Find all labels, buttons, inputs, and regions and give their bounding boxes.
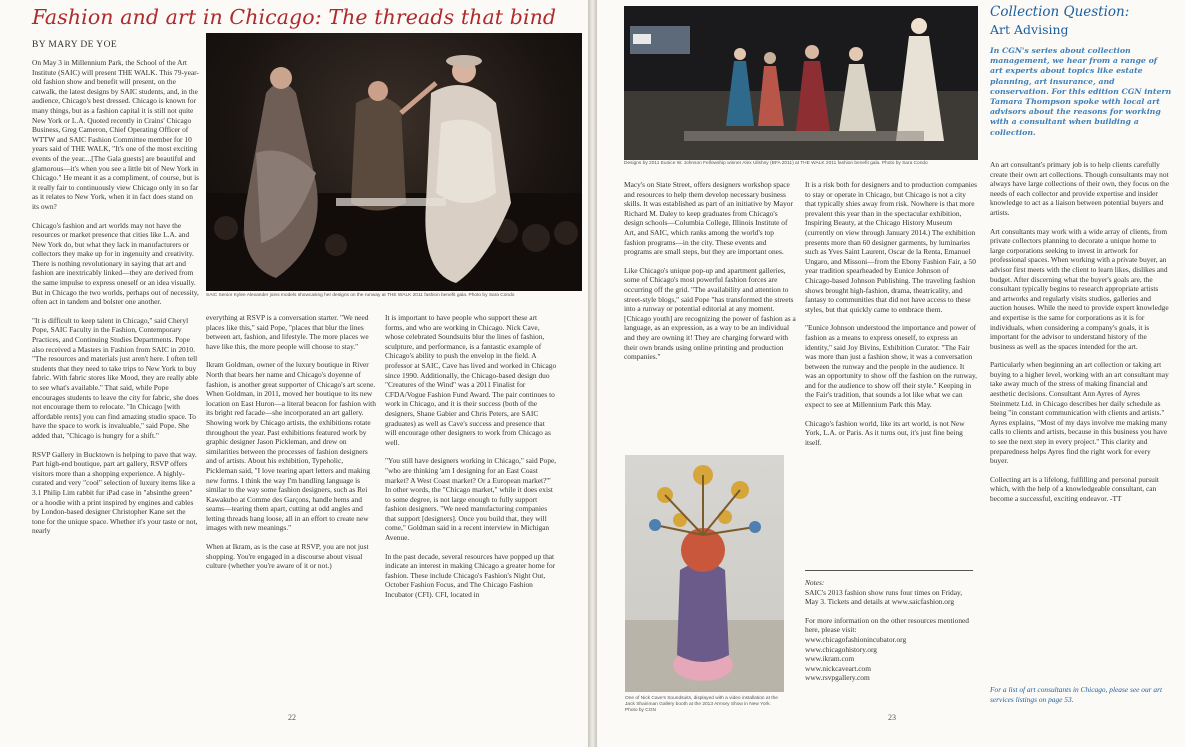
photo-caption: SAIC Senior Kylee Alexander joins models showcasing her designs on the runway at THE WALK 2011 fashion benefit gala. Photo by Sara Condo <box>206 293 515 298</box>
divider <box>805 570 973 571</box>
paragraph: It is a risk both for designers and to production companies to stay or operate in Chicago, but Chicago is not a city that typically shies away from risk. Nowhere is that more prevalent this year than in the spectacular exhibition, Inspiring Beauty, at the Chicago History Museum (currently on view through January 2014.) The exhibition presents more than 60 designer garments, by luminaries such as Yves Saint Laurent, Oscar de la Renta, Emanuel Ungaro, and Missoni—from the Ebony Fashion Fair, a 50 year tradition spearheaded by Eunice Johnson of Chicago-based Johnson Publishing. The traveling fashion shows brought high-fashion, drama, theatricality, and fantasy to communities that did not have access to these styles, but that quickly came to embrace them. <box>805 180 978 314</box>
page-number-left: 22 <box>288 713 296 722</box>
paragraph: everything at RSVP is a conversation starter. "We need places like this," said Pope, "places that blur the lines between art, fashion, and lifestyle. The more places we have like this, the more people will choose to stay." <box>206 313 369 351</box>
article-title: Fashion and art in Chicago: The threads that bind <box>32 5 557 29</box>
runway-photo-the-walk <box>206 33 582 291</box>
notes-link[interactable]: www.ikram.com <box>805 654 855 664</box>
notes-link[interactable]: www.nickcaveart.com <box>805 663 872 673</box>
paragraph: Like Chicago's unique pop-up and apartment galleries, some of Chicago's most powerful fashion forces are occurring off the grid. "The availability and attention to street-style blogs," said Pope "has transformed the streets into a runway or potential editorial at any moment. [Chicago youth] are recognizing the power of fashion as a language, as an expression, as a way to be an individual and they are owning it! They are charging forward with their own brands using online printing and production companies." <box>624 265 796 362</box>
column-4 <box>624 180 796 371</box>
page-number-right: 23 <box>888 713 896 722</box>
paragraph: Chicago's fashion and art worlds may not have the resources or market presence that cities like L.A. and New York do, but what they lack in manufacturers or collectors they make up for in ingenuity and creativity. There is nothing revolutionary in saying that art and fashion are inextricably linked—they are derived from the same impulse to express oneself or an idea visually. But in Chicago the two worlds, perhaps out of necessity, often act in tandem and bolster one another. <box>32 220 199 307</box>
column-1 <box>32 58 200 545</box>
notes-link[interactable]: www.chicagofashionincubator.org <box>805 634 907 644</box>
paragraph: When at Ikram, as is the case at RSVP, you are not just shopping. You're engaged in a discourse about visual culture (whether you're aware of it or not.) <box>206 542 369 571</box>
paragraph: Chicago's fashion world, like its art world, is not New York, L.A. or Paris. As it turns out, it's just fine being itself. <box>805 418 965 447</box>
paragraph: It is important to have people who support these art forms, and who are working in Chicago. Nick Cave, whose celebrated Soundsuits blur the lines of fashion, sculpture, and performance, is a fantastic example of Chicago's ability to push the envelop in the field. A professor at SAIC, Cave has lived and worked in Chicago since 1990. Additionally, the Chicago-based design duo "Creatures of the Wind" was a 2011 Finalist for CFDA/Vogue Fashion Fund Award. The pair continues to work in Chicago, and it is their success (both of the designers, Shane Gabier and Chris Peters, are SAIC graduates) as well as Cave's success and presence that will encourage other designers to work from Chicago as well. <box>385 313 557 447</box>
sidebar-title: Collection Question: <box>990 4 1130 20</box>
soundsuit-photo <box>625 455 784 692</box>
notes-link[interactable]: www.chicagohistory.org <box>805 644 877 654</box>
paragraph: Art consultants may work with a wide array of clients, from private collectors planning to decorate a unique home to large corporations seeking to invest in artwork for professional spaces. When working with a private buyer, an advisor first meets with the client to learn likes, dislikes and budget. After discerning what the buyer's goals are, the consultant typically begins to research appropriate artists and artworks and regularly visits studios, galleries and auction houses. While the need to provide expert knowledge and expertise is the same for corporations as it is for individuals, when considering a company's goals, it is important for the advisor to understand history of the business as well as the spaces intended for the art. <box>990 226 1169 351</box>
paragraph: RSVP Gallery in Bucktown is helping to pave that way. Part high-end boutique, part art gallery, RSVP offers visitors more than a shopping experience. A highly-curated and very "cool" selection of luxury items like a 3.1 Philip Lim rabbit fur iPad case in "absinthe green" or a hoodie with a print inspired by engines and cables by London-based designer Christopher Kane set the tone for the unique space. Whether it's your taste or not, nearly <box>32 449 198 536</box>
sidebar-subtitle: Art Advising <box>990 22 1069 37</box>
sidebar-body <box>990 160 1170 513</box>
paragraph: Ikram Goldman, owner of the luxury boutique in River North that bears her name and Chicago's doyenne of fashion, is another great supporter of Chicago's art scene. When Goldman, in 2011, moved her boutique to its new location on East Huron—a literal beacon for fashion with its bright red facade—she incorporated an art gallery. Showing work by Chicago artists, the exhibitions rotate throughout the year. Past exhibitions featured work by graphic designer Jason Pickleman, and drew on similarities between the processes of fashion designers and of artists. About his exhibition, Typeholic, Pickleman said, "I love tearing apart letters and making new forms. I think the way I'm handling language is similar to the way some fashion designers, such as Rei Kawakubo at Comme des Garçons, handle hems and seams—tearing them apart, cutting at odd angles and letting threads hang loose, all in an effort to create new images with new meanings." <box>206 360 376 533</box>
paragraph: An art consultant's primary job is to help clients carefully create their own art collections. Though consultants may not always have large collections of their own, they focus on the needs of each collector and provide expertise and insider knowledge to act as a liaison between potential buyers and artists. <box>990 160 1170 217</box>
notes-link[interactable]: www.rsvpgallery.com <box>805 673 870 683</box>
byline: BY MARY DE YOE <box>32 40 118 50</box>
paragraph: In the past decade, several resources have popped up that indicate an interest in making Chicago a greater home for fashion. These include Chicago's Fashion's Night Out, October Fashion Focus, and The Chicago Fashion Incubator (CFI). CFI, located in <box>385 551 556 600</box>
soundsuit-illustration <box>625 455 784 692</box>
column-5 <box>805 180 977 456</box>
column-2 <box>206 313 376 580</box>
sidebar-intro: In CGN's series about collection management, we hear from a range of art experts about topics like estate planning, art insurance, and conservation. For this edition CGN intern Tamara Thompson spoke with local art advisors about the reasons for working with a consultant when building a collection. <box>990 46 1172 137</box>
photo-caption: Designs by 2011 Eunice W. Johnson Fellowship winner Alex Ulishny (BFA 2011) at THE WALK 2011 fashion benefit gala. Photo by Sara Condo <box>624 161 928 166</box>
notes-text: For more information on the other resources mentioned here, please visit: <box>805 615 969 635</box>
page-gutter <box>588 0 597 747</box>
paragraph: "You still have designers working in Chicago," said Pope, "who are thinking 'am I designing for an East Coast market? A West Coast market? Or a European market?'" In other words, the "Chicago market," while it does exist to some degree, is not large enough to fully support fashion designers. "We need manufacturing companies that support [designers]. Once you build that, they will come," Goldman said in a recent interview in Michigan Avenue. <box>385 456 557 543</box>
sidebar-footer-note: For a list of art consultants in Chicago, please see our art services listings on page 53. <box>990 685 1163 704</box>
paragraph: "It is difficult to keep talent in Chicago," said Cheryl Pope, SAIC Faculty in the Fashion, Contemporary Practices, and Continuing Studies Departments. Pope also received a Masters in Fashion from SAIC in 2010. "The resources and materials just aren't here. I often tell students that they need to take trips to New York to buy fabric. With fabric stores like Mood, they are really able to see what's available." That said, while Pope encourages students to leave the city for fabric, she does not encourage them to relocate. "In Chicago [with affordable rents] you can find amazing studio space. To have the space to work is invaluable," said Pope. She added that, "Chicago is hungry for a shift." <box>32 315 199 440</box>
paragraph: Macy's on State Street, offers designers workshop space and resources to help them develop necessary business skills. It was established as part of an initiative by Mayor Richard M. Daley to keep graduates from Chicago's design schools—Columbia College, Illinois Institute of Art, and SAIC, which ranks among the world's top fashion programs—in the city. These events and programs are small steps, but they are important ones. <box>624 180 793 257</box>
column-3 <box>385 313 557 609</box>
paragraph: "Eunice Johnson understood the importance and power of fashion as a means to express oneself, to express an identity," said Joy Bivins, Exhibition Curator. "The Fair was more than just a fashion show, it was a conversation between the runway and the people in the audience. It was an opportunity to show off the fashion on the runway, and for the audience to show off their style." Keeping in the Fair's tradition, that sounds a lot like what we can expect to see at Millennium Park this May. <box>805 323 978 410</box>
paragraph: Particularly when beginning an art collection or taking art buying to a higher level, working with an art consultant may take away much of the stress of making financial and aesthetic decisions. Consultant Ann Ayres of Ayres Steinmetz Ltd. in Chicago describes her daily schedule as being "in constant communication with clients and artists." Ayres explains, "Most of my days involve me making many calls to clients and artists, because in this business you have to see the next step in every project." This clarity and preparedness helps Ayres find the right work for every buyer. <box>990 360 1169 466</box>
paragraph: Collecting art is a lifelong, fulfilling and personal pursuit which, with the help of a knowledgeable consultant, can become a successful, exciting endeavor. -TT <box>990 474 1159 503</box>
runway-photo-illustration <box>206 33 582 291</box>
notes-text: SAIC's 2013 fashion show runs four times on Friday, May 3. Tickets and details at www.saicfashion.org <box>805 587 963 607</box>
runway-photo-designs <box>624 6 978 160</box>
photo-caption: One of Nick Cave's Soundsuits, displayed with a video installation at the Jack Shainman Gallery booth at the 2013 Armory Show in New York. Photo by CGN <box>625 696 778 714</box>
paragraph: On May 3 in Millennium Park, the School of the Art Institute (SAIC) will present THE WALK. This 79-year-old fashion show and benefit will present, on the catwalk, the latest designs by SAIC students, and, in the audience, Chicago's best dressed. Chicago is known for many things, but as a fashion capital it is still not quite New York or L.A. Quoted recently in Crains' Chicago Business, Greg Cameron, Chief Operating Officer of WTTW and SAIC Fashion Committee member for 10 years said of THE WALK, "It's one of the most exciting events of the year....[The Gala guests] are beautiful and glamorous—it's when you see a little bit of New York in Chicago." He meant it as a compliment, of course, but is it really fair to continuously view Chicago only in so far as it relates to New York, when it in fact does stand on its own? <box>32 58 200 211</box>
notes-label: Notes: <box>805 578 825 587</box>
runway-photo-illustration <box>624 6 978 160</box>
notes-block <box>805 578 977 683</box>
